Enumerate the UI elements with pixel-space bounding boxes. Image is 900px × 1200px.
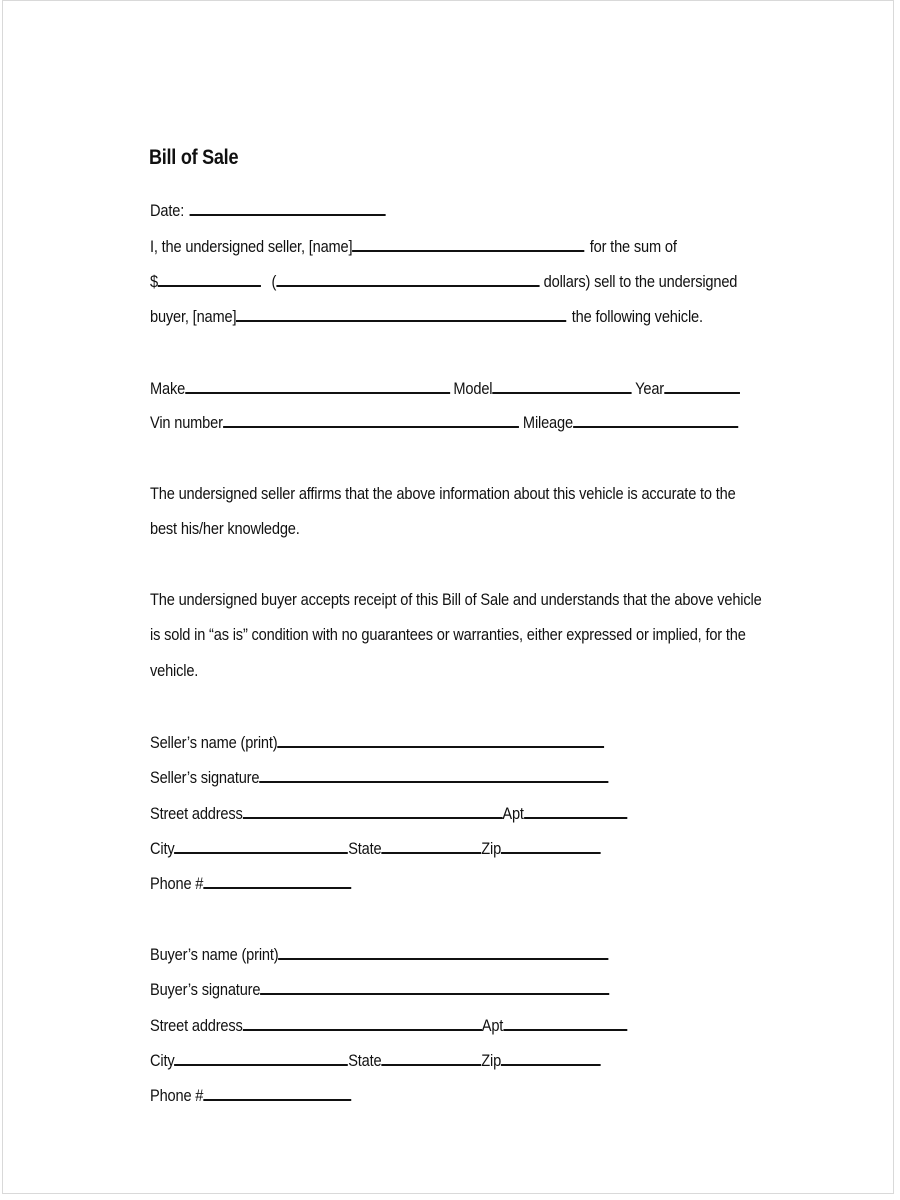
buyer-signature-field[interactable] (260, 977, 609, 995)
amount-number-field[interactable] (158, 269, 261, 287)
seller-city-line (150, 836, 601, 860)
buyer-name-line (150, 942, 609, 966)
seller-affirm-line-1: The undersigned seller affirms that the above information about this vehicle is accurate to the (150, 484, 736, 503)
seller-phone-field[interactable] (203, 871, 351, 889)
buyer-signature-line (150, 977, 609, 1001)
buyer-city-label: City (150, 1051, 175, 1070)
buyer-city-line (150, 1048, 601, 1072)
seller-intro-line (150, 234, 677, 258)
buyer-apt-field[interactable] (503, 1013, 627, 1031)
make-label: Make (150, 379, 186, 398)
seller-apt-label: Apt (502, 804, 524, 823)
seller-phone-label: Phone # (150, 874, 204, 893)
amount-line (150, 269, 737, 293)
buyer-state-label: State (348, 1051, 382, 1070)
seller-street-field[interactable] (243, 801, 503, 819)
buyer-zip-field[interactable] (501, 1048, 601, 1066)
page-title: Bill of Sale (149, 146, 239, 169)
amount-words-field[interactable] (276, 269, 539, 287)
buyer-accept-line-3: vehicle. (150, 661, 199, 680)
seller-affirm-line-2: best his/her knowledge. (150, 519, 300, 538)
seller-name-field[interactable] (352, 234, 584, 252)
buyer-accept-line-2: is sold in “as is” condition with no guarantees or warranties, either expressed or implied, for the (150, 625, 746, 644)
seller-state-field[interactable] (382, 836, 482, 854)
model-label: Model (453, 379, 493, 398)
seller-name-line (150, 730, 604, 754)
mileage-field[interactable] (573, 410, 738, 428)
buyer-state-field[interactable] (382, 1048, 482, 1066)
buyer-accept-line-1: The undersigned buyer accepts receipt of this Bill of Sale and understands that the above vehicle (150, 590, 762, 609)
buyer-street-field[interactable] (243, 1013, 482, 1031)
make-field[interactable] (185, 376, 450, 394)
buyer-phone-line (150, 1083, 351, 1107)
model-field[interactable] (492, 376, 631, 394)
seller-apt-field[interactable] (524, 801, 627, 819)
seller-city-label: City (150, 839, 175, 858)
seller-state-label: State (348, 839, 382, 858)
buyer-apt-label: Apt (481, 1016, 504, 1035)
buyer-city-field[interactable] (174, 1048, 348, 1066)
year-field[interactable] (664, 376, 740, 394)
seller-signature-line (150, 765, 608, 789)
seller-signature-label: Seller’s signature (150, 768, 260, 787)
seller-zip-label: Zip (481, 839, 502, 858)
buyer-name-label: buyer, [name] (150, 307, 237, 326)
seller-zip-field[interactable] (501, 836, 601, 854)
vehicle-line-2 (150, 410, 738, 434)
seller-intro-text: I, the undersigned seller, [name] (150, 237, 353, 256)
buyer-intro-line (150, 304, 703, 328)
buyer-phone-label: Phone # (150, 1086, 204, 1105)
date-field[interactable] (189, 198, 385, 216)
buyer-signature-label: Buyer’s signature (150, 980, 261, 999)
date-label: Date: (150, 201, 185, 220)
buyer-zip-label: Zip (481, 1051, 502, 1070)
buyer-phone-field[interactable] (203, 1083, 351, 1101)
seller-phone-line (150, 871, 351, 895)
seller-street-label: Street address (150, 804, 243, 823)
buyer-print-name-field[interactable] (278, 942, 608, 960)
seller-print-name-label: Seller’s name (print) (150, 733, 278, 752)
seller-city-field[interactable] (174, 836, 348, 854)
seller-street-line (150, 801, 627, 825)
dollars-text: dollars) sell to the undersigned (543, 272, 738, 291)
buyer-street-line (150, 1013, 627, 1037)
document-page (2, 0, 894, 1194)
vin-label: Vin number (150, 413, 223, 432)
seller-print-name-field[interactable] (277, 730, 604, 748)
vin-field[interactable] (223, 410, 519, 428)
paren-open: ( (271, 272, 277, 291)
mileage-label: Mileage (522, 413, 573, 432)
date-line (150, 198, 385, 222)
year-label: Year (635, 379, 664, 398)
seller-signature-field[interactable] (259, 765, 608, 783)
following-vehicle-text: the following vehicle. (571, 307, 703, 326)
buyer-name-field[interactable] (236, 304, 566, 322)
buyer-street-label: Street address (150, 1016, 243, 1035)
dollar-sign: $ (150, 272, 158, 291)
buyer-print-name-label: Buyer’s name (print) (150, 945, 279, 964)
vehicle-line-1 (150, 376, 740, 400)
for-sum-text: for the sum of (589, 237, 677, 256)
